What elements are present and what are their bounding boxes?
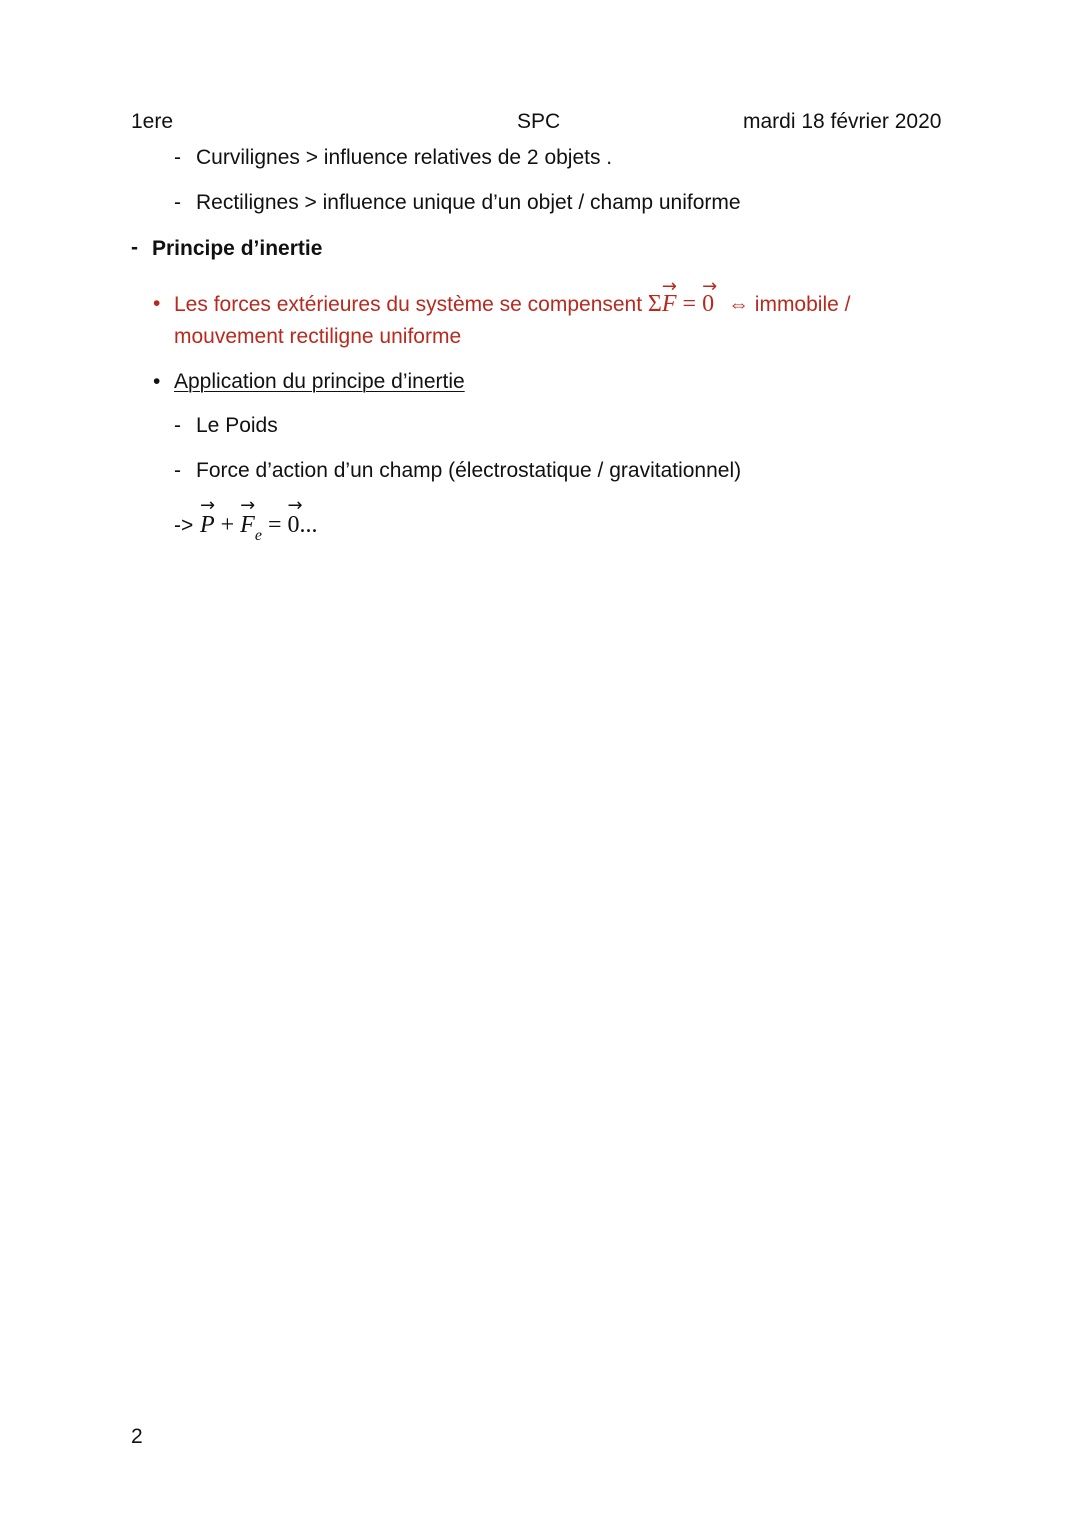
- vector-arrow-icon: →: [240, 495, 256, 516]
- list-item-curvilignes: Curvilignes > influence relatives de 2 objets .: [196, 146, 613, 169]
- vector-P: [199, 495, 216, 540]
- vector-P-letter: P: [199, 512, 215, 538]
- vector-F: [661, 276, 677, 317]
- dash-bullet: -: [174, 146, 181, 169]
- page-number: 2: [131, 1425, 143, 1448]
- vector-Fe: [240, 495, 256, 540]
- sum-forces-formula: [647, 276, 718, 317]
- bullet-dot: •: [153, 370, 161, 393]
- vector-arrow-icon: →: [287, 495, 303, 516]
- dash-bullet: -: [131, 236, 138, 259]
- equals-sign: =: [682, 291, 697, 317]
- header-subject: SPC: [517, 110, 561, 133]
- principle-statement: [174, 276, 851, 318]
- vector-arrow-icon: →: [661, 276, 677, 297]
- vector-arrow-icon: →: [199, 495, 216, 516]
- bullet-dot: •: [153, 292, 161, 315]
- dash-bullet: -: [174, 414, 181, 437]
- subscript-e: e: [254, 527, 262, 544]
- application-heading: Application du principe d’inertie: [174, 370, 465, 393]
- plus-sign: +: [220, 512, 235, 538]
- equals-sign: =: [267, 512, 282, 538]
- list-item-poids: Le Poids: [196, 414, 278, 437]
- list-item-force-champ: Force d’action d’un champ (électrostatique / gravitationnel): [196, 459, 742, 482]
- list-item-rectilignes: Rectilignes > influence unique d’un objet / champ uniforme: [196, 191, 741, 214]
- section-heading: Principe d’inertie: [152, 237, 323, 260]
- equilibrium-formula: [174, 495, 318, 544]
- ellipsis: ...: [299, 512, 318, 538]
- principle-result: immobile /: [754, 293, 851, 316]
- vector-zero-digit: 0: [287, 512, 300, 538]
- principle-text: Les forces extérieures du système se compensent: [174, 293, 643, 316]
- vector-arrow-icon: →: [702, 276, 718, 297]
- dash-bullet: -: [174, 459, 181, 482]
- vector-zero: [287, 495, 303, 540]
- header-date: mardi 18 février 2020: [743, 110, 942, 133]
- vector-zero-digit: 0: [702, 291, 715, 317]
- vector-zero: [702, 276, 718, 317]
- header-class-level: 1ere: [131, 110, 174, 133]
- dash-bullet: -: [174, 191, 181, 214]
- principle-statement-continued: mouvement rectiligne uniforme: [174, 325, 462, 348]
- formula-body: [199, 495, 318, 544]
- vector-F-letter: F: [661, 291, 677, 317]
- sigma-symbol: Σ: [647, 291, 662, 317]
- equivalence-symbol: ⇔: [727, 293, 749, 316]
- vector-F-letter: F: [240, 512, 255, 538]
- formula-prefix: ->: [174, 514, 194, 537]
